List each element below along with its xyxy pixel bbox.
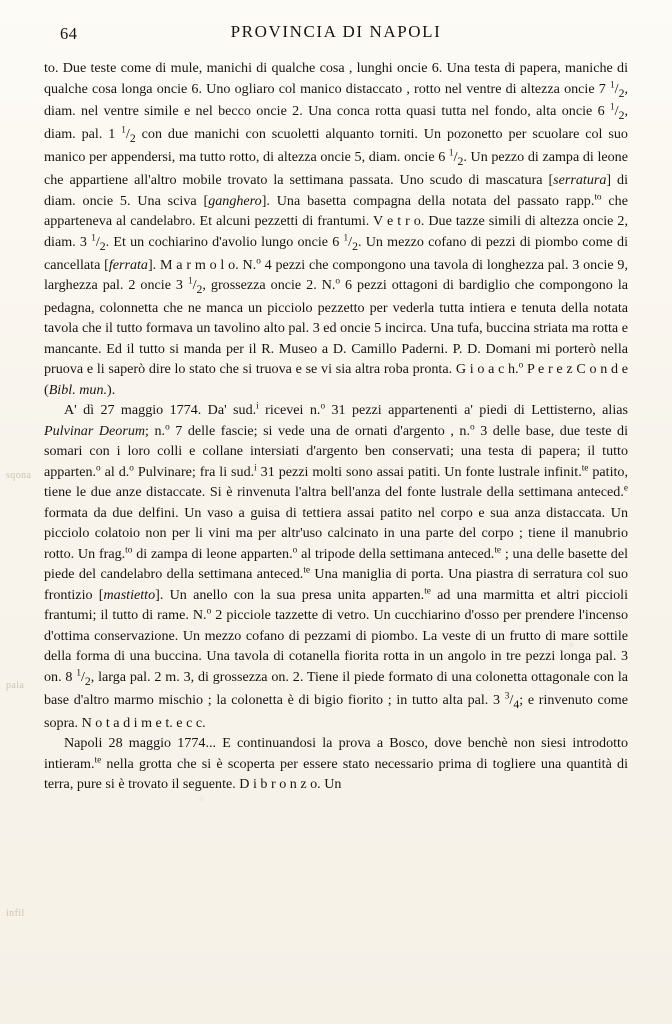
margin-note-3: infil bbox=[6, 908, 25, 919]
paragraph-3: Napoli 28 maggio 1774... E continuandosi la prova a Bosco, dove benchè non siesi introdotto intieram.$^{te}$ nella grotta che si è scoperta per essere stato necessario prima di togliere una quantità di terra, pure si è trovato il seguente. D i b r o n z o. Un bbox=[44, 735, 628, 793]
page-body bbox=[44, 58, 628, 795]
paragraph-2: A' dì 27 maggio 1774. Da' sud.$^i$ ricevei n.$^o$ 31 pezzi appartenenti a' piedi di Lettisterno, alias Pulvinar Deorum; n.$^o$ 7 delle fascie; si vede una de ornati d'argento , n.$^o$ 3 delle base, due teste di somari con i loro colli e collane intersiati d'argento ben conservati; una testa di papera; il tutto apparten.$^o$ al d.$^o$ Pulvinare; fra li sud.$^i$ 31 pezzi molti sono assai patiti. Un fonte lustrale infinit.$^{te}$ patito, tiene le due anze distaccate. Si è rinvenuta l'altra bell'anza del fonte lustrale della settimana anteced.$^e$ formata da due delfini. Un vaso a guisa di tettiera assai patito nel corpo e sua anza distaccata. Un picciolo colatoio non per li vini ma per altr'uso calcinato in una parte del corpo ; tiene il manubrio rotto. Un frag.$^{to}$ di zampa di leone apparten.$^o$ al tripode della settimana anteced.$^{te}$ ; una delle basette del piede del candelabro della settimana anteced.$^{te}$ Una maniglia di porta. Una piastra di serratura col suo frontizio [mastietto]. Un anello con la sua presa unita apparten.$^{te}$ ad una marmitta et altri piccioli frantumi; il tutto di rame. N.$^o$ 2 picciole tazzette di vetro. Un cucchiarino d'osso per prendere l'incenso d'ottima conservazione. Un mezzo cofano di pezzami di piombo. La veste di un frutto di mare sottile della forma di una buccina. Una tavola di cotanella fiorita rotta in un angolo in tre pezzi longa pal. 3 on. 8 $^1/_2$, larga pal. 2 m. 3, di grossezza on. 2. Tiene il piede formato di una colonetta ottagonale con la base d'altro marmo mischio ; la colonetta è di bigio fiorito ; in tutto alta pal. 3 $^3/_4$; e rinvenuto come sopra. N o t a d i m e t. e c c. bbox=[44, 401, 629, 731]
margin-note-2: paia bbox=[6, 680, 25, 691]
running-title: PROVINCIA DI NAPOLI bbox=[230, 22, 442, 41]
margin-note-1: sqona bbox=[6, 470, 32, 481]
page-number: 64 bbox=[60, 24, 78, 43]
paragraph-1: to. Due teste come di mule, manichi di qualche cosa , lunghi oncie 6. Una testa di papera, maniche di qualche cosa longa oncie 6. Uno ogliaro col manico distaccato , rotto nel ventre di altezza oncie 7 $^1/_2$, diam. nel ventre simile e nel becco oncie 2. Una conca rotta quasi tutta nel fondo, alta oncie 6 $^1/_2$, diam. pal. 1 $^1/_2$ con due manichi con scuoletti alquanto torniti. Un pozonetto per scuolare col suo manico per appendersi, ma tutto rotto, di altezza oncie 5, diam. oncie 6 $^1/_2$. Un pezzo di zampa di leone che appartiene all'altro mobile trovato la settimana passata. Uno scudo di mascatura [serratura] di diam. oncie 5. Una sciva [ganghero]. Una basetta compagna della notata del passato rapp.$^{to}$ che apparteneva al candelabro. Et alcuni pezzetti di frantumi. V e t r o. Due tazze simili di altezza oncie 2, diam. 3 $^1/_2$. Et un cochiarino d'avolio lungo oncie 6 $^1/_2$. Un mezzo cofano di pezzi di piombo come di cancellata [ferrata]. M a r m o l o. N.$^o$ 4 pezzi che compongono una tavola di longhezza pal. 3 oncie 9, larghezza pal. 2 oncie 3 $^1/_2$, grossezza oncie 2. N.$^o$ 6 pezzi ottagoni di bardiglio che compongono la pedagna, colonnetta che ne manca un picciolo pezzetto per vederla tutta intiera e tenuta della notata tavola che il tutto formava un tavolino alto pal. 3 ed oncie 5 incirca. Una tufa, buccina striata ma rotta e mancante. Ed il tutto si manda per il R. Museo a D. Camillo Paderni. P. D. Domani mi porterò nella pruova e li saperò dire lo stato che si truova e se vi sia altra roba pronta. G i o a c h.$^o$ P e r e z C o n d e (Bibl. mun.). bbox=[44, 60, 628, 398]
page-header bbox=[44, 22, 628, 52]
